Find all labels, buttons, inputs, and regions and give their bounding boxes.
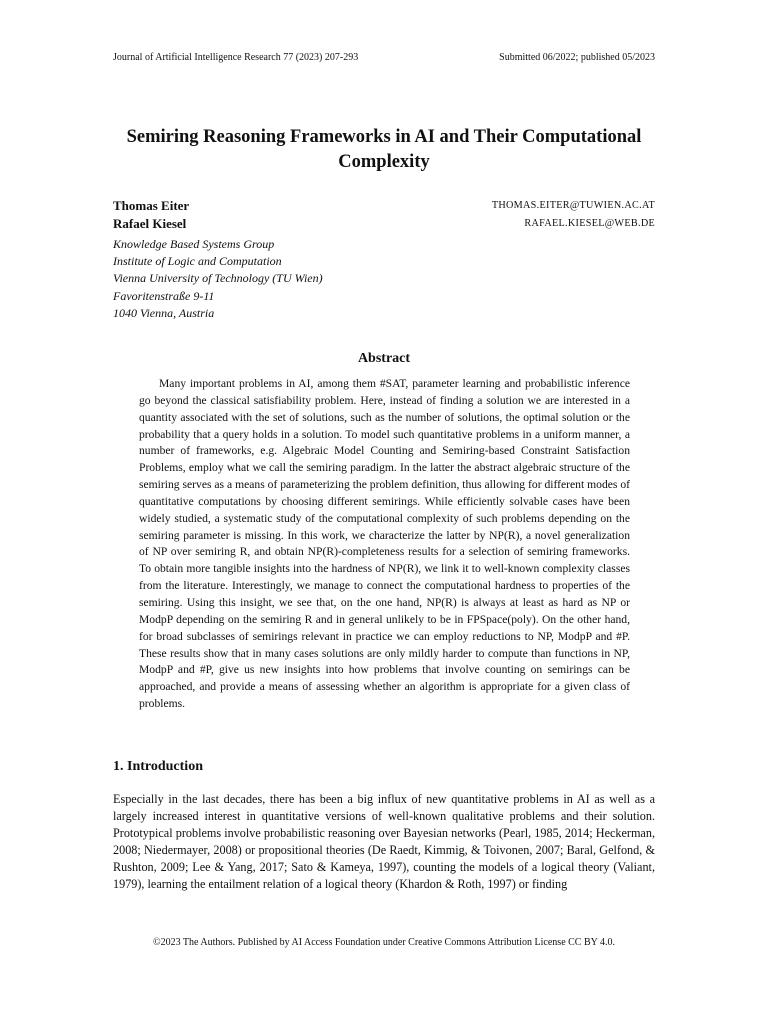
- submission-dates: Submitted 06/2022; published 05/2023: [499, 52, 655, 63]
- journal-citation: Journal of Artificial Intelligence Research 77 (2023) 207-293: [113, 52, 359, 63]
- introduction-paragraph: Especially in the last decades, there has been a big influx of new quantitative problems in AI as well as a largely increased interest in quantitative versions of well-known qualitative problems and their solution. Prototypical problems involve probabilistic reasoning over Bayesian networks (Pearl, 1985, 2014; Heckerman, 2008; Niedermayer, 2008) or propositional theories (De Raedt, Kimmig, & Toivonen, 2007; Baral, Gelfond, & Rushton, 2009; Lee & Yang, 2017; Sato & Kameya, 1997), counting the models of a logical theory (Valiant, 1979), learning the entailment relation of a logical theory (Khardon & Roth, 1997) or finding: [113, 792, 655, 891]
- abstract-heading: Abstract: [357, 351, 411, 366]
- author-row: [113, 198, 655, 216]
- author-name: Rafael Kiesel: [113, 216, 187, 231]
- affiliation-line: Knowledge Based Systems Group: [113, 237, 275, 251]
- affiliation-line: 1040 Vienna, Austria: [113, 305, 215, 320]
- abstract-body: [139, 376, 630, 713]
- copyright-footer: ©2023 The Authors. Published by AI Access Foundation under Creative Commons Attribution License CC BY 4.0.: [152, 937, 615, 948]
- affiliation-block: [113, 236, 323, 322]
- author-email: RAFAEL.KIESEL@WEB.DE: [524, 218, 655, 229]
- section-heading-introduction: 1. Introduction: [113, 759, 203, 774]
- affiliation-line: Institute of Logic and Computation: [113, 254, 282, 269]
- introduction-body: [113, 791, 655, 892]
- abstract-paragraph: Many important problems in AI, among them #SAT, parameter learning and probabilistic inference go beyond the classical satisfiability problem. Here, instead of finding a solution we are interested in a quantity associated with the set of solutions, such as the number of solutions, the optimal solution or the probability that a query holds in a solution. To model such quantitative problems in a uniform manner, a number of frameworks, e.g. Algebraic Model Counting and Semiring-based Constraint Satisfaction Problems, employ what we call the semiring paradigm. In the latter the abstract algebraic structure of the semiring serves as a means of parameterizing the problem definition, thus allowing for different modes of quantitative computations by choosing different semirings. While efficiently solvable cases have been widely studied, a systematic study of the computational complexity of such problems depending on the semiring parameter is missing. In this work, we characterize the latter by NP(R), a novel generalization of NP over semiring R, and obtain NP(R)-completeness results for a selection of semiring frameworks. To obtain more tangible insights into the hardness of NP(R), we link it to well-known complexity classes from the literature. Interestingly, we manage to connect the computational hardness to properties of the semiring. Using this insight, we see that, on the one hand, NP(R) is always at least as hard as NP or ModpP depending on the semiring R and in general unlikely to be in FPSpace(poly). On the other hand, for broad subclasses of semirings relevant in practice we can employ reductions to NP, ModpP and #P. These results show that in many cases solutions are only mildly harder to compute than functions in NP, ModpP and #P, give us new insights into how problems that involve counting on semirings can be approached, and provide a means of assessing whether an algorithm is appropriate for a given class of problems.: [139, 377, 630, 711]
- author-name: Thomas Eiter: [113, 198, 190, 213]
- affiliation-line: Favoritenstraße 9-11: [113, 288, 215, 303]
- author-email: THOMAS.EITER@TUWIEN.AC.AT: [491, 200, 655, 211]
- paper-title: Semiring Reasoning Frameworks in AI and Their Computational Complexity: [126, 127, 642, 172]
- author-row: [113, 216, 655, 234]
- affiliation-line: Vienna University of Technology (TU Wien): [113, 271, 323, 286]
